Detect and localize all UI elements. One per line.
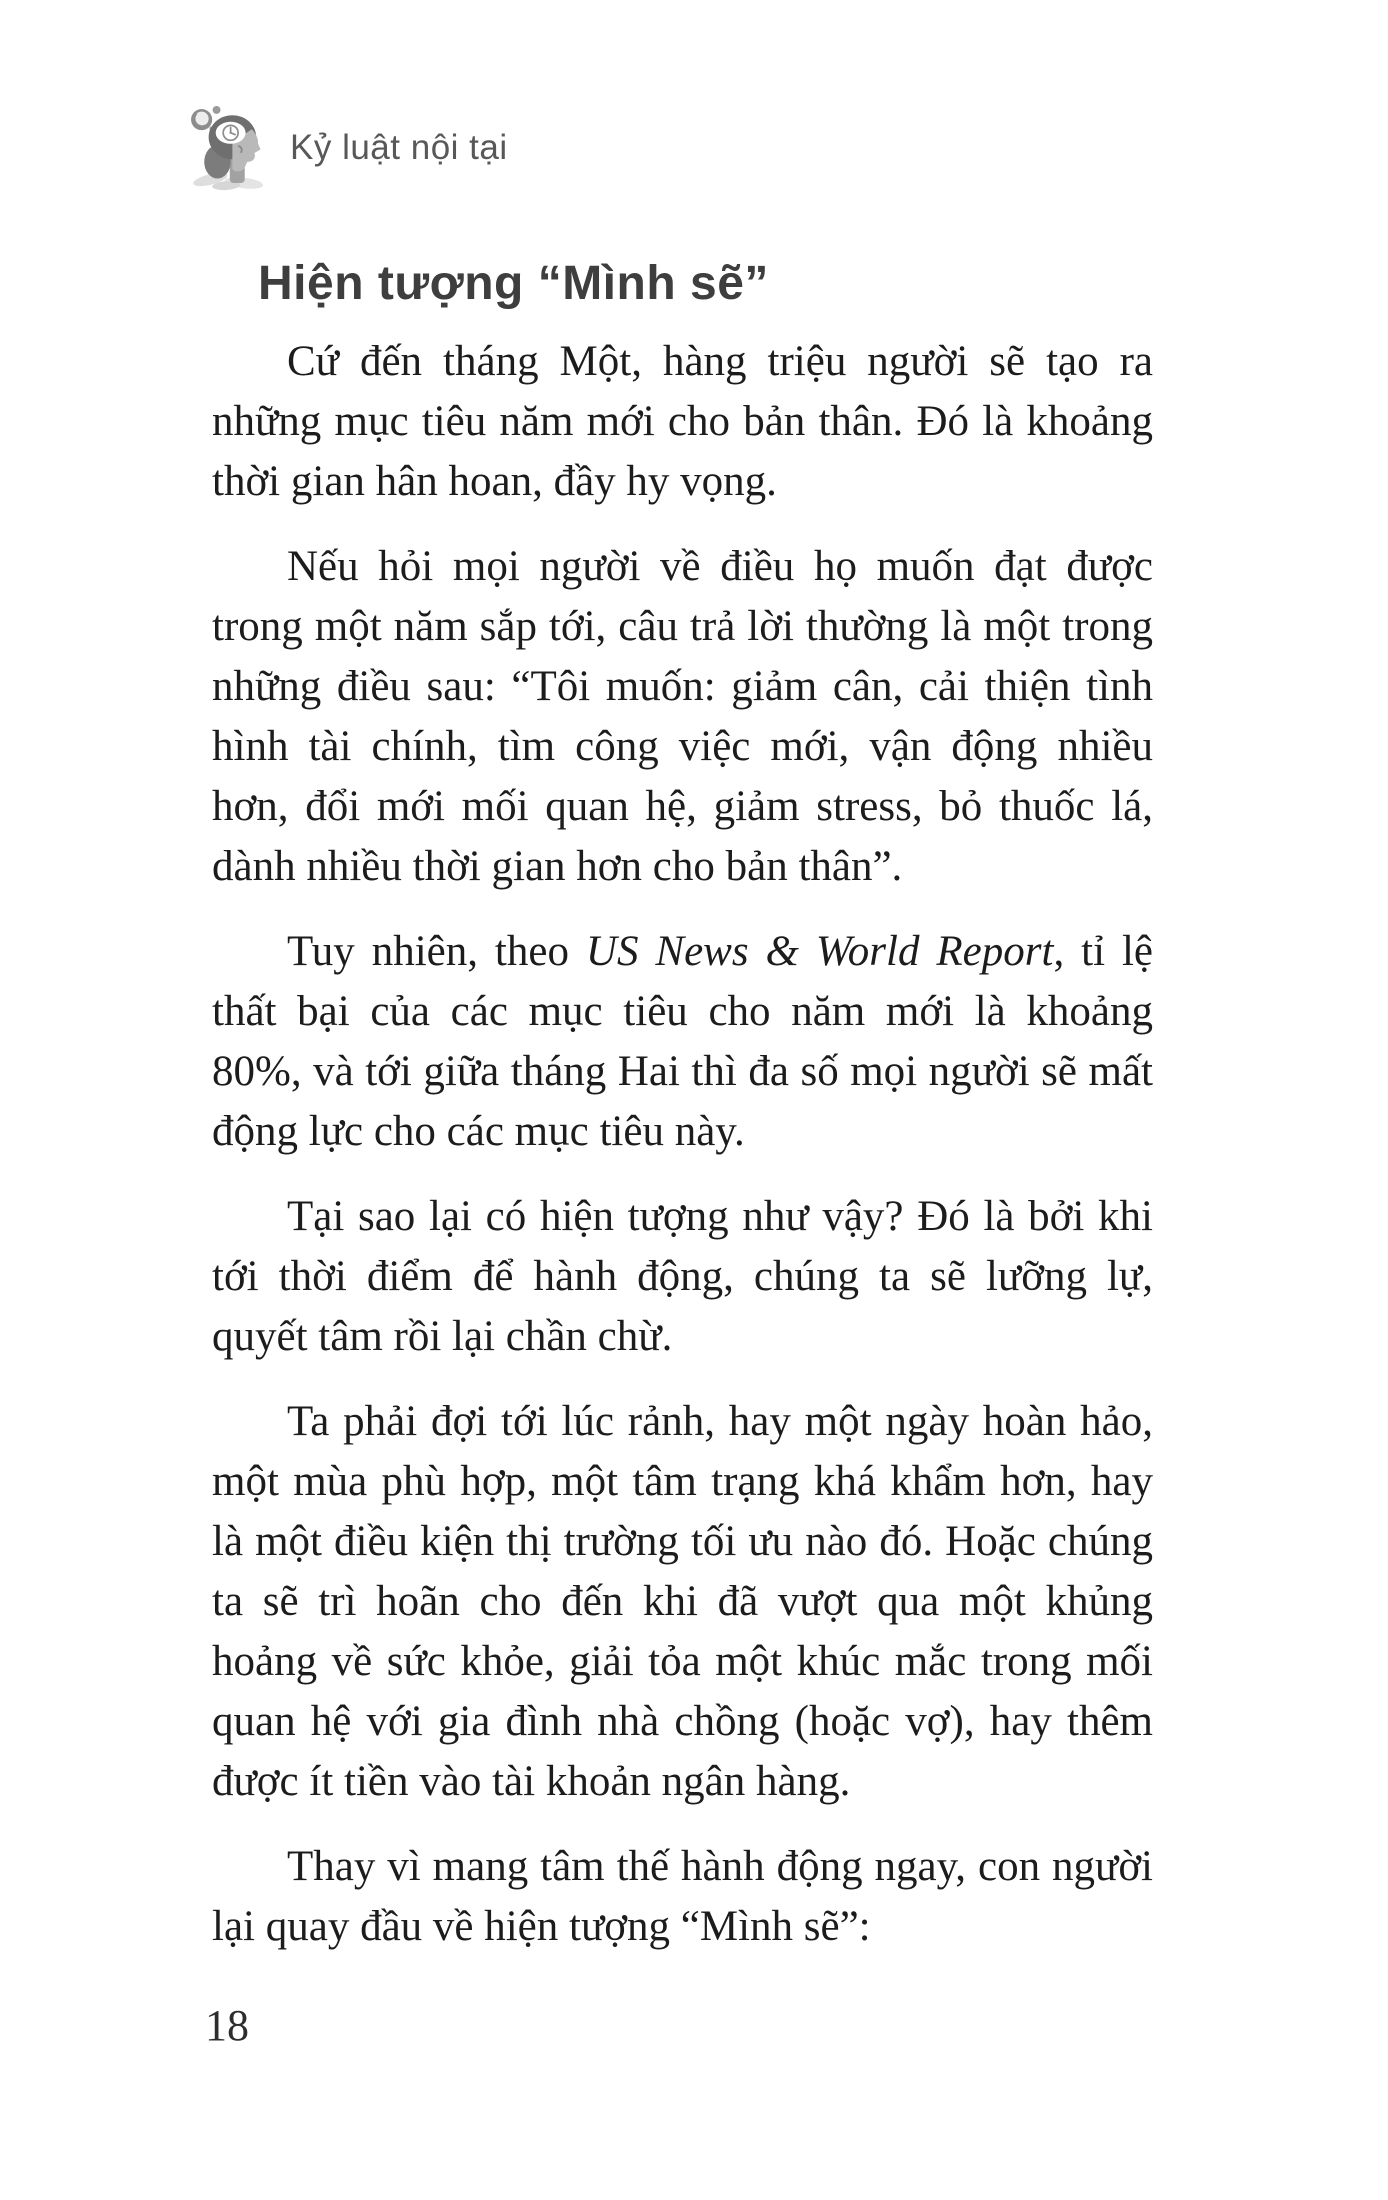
paragraph [212, 1392, 1153, 1812]
text-segment: Tại sao lại có hiện tượng như vậy? Đó là bởi khi tới thời điểm để hành động, chúng ta sẽ lưỡng lự, quyết tâm rồi lại chần chừ. [212, 1193, 1153, 1360]
paragraph [212, 1187, 1153, 1367]
body-text-column [212, 332, 1153, 1982]
text-segment: Ta phải đợi tới lúc rảnh, hay một ngày hoàn hảo, một mùa phù hợp, một tâm trạng khá khẩm hơn, hay là một điều kiện thị trường tối ưu nào đó. Hoặc chúng ta sẽ trì hoãn cho đến khi đã vượt qua một khủng hoảng về sức khỏe, giải tỏa một khúc mắc trong mối quan hệ với gia đình nhà chồng (hoặc vợ), hay thêm được ít tiền vào tài khoản ngân hàng. [212, 1398, 1153, 1805]
woman-head-clock-icon [184, 98, 272, 194]
book-title-label: Kỷ luật nội tại [290, 128, 508, 167]
italic-text-segment: US News & World Report [585, 928, 1054, 975]
text-segment: Cứ đến tháng Một, hàng triệu người sẽ tạo ra những mục tiêu năm mới cho bản thân. Đó là khoảng thời gian hân hoan, đầy hy vọng. [212, 338, 1153, 505]
paragraph [212, 537, 1153, 897]
paragraph [212, 332, 1153, 512]
running-header [184, 98, 784, 198]
paragraph [212, 922, 1153, 1162]
text-segment: Thay vì mang tâm thế hành động ngay, con người lại quay đầu về hiện tượng “Mình sẽ”: [212, 1843, 1153, 1950]
text-segment: Tuy nhiên, theo [287, 928, 586, 975]
section-heading: Hiện tượng “Mình sẽ” [258, 257, 769, 310]
page-number: 18 [205, 2001, 249, 2050]
paragraph [212, 1837, 1153, 1957]
text-segment: Nếu hỏi mọi người về điều họ muốn đạt được trong một năm sắp tới, câu trả lời thường là một trong những điều sau: “Tôi muốn: giảm cân, cải thiện tình hình tài chính, tìm công việc mới, vận động nhiều hơn, đổi mới mối quan hệ, giảm stress, bỏ thuốc lá, dành nhiều thời gian hơn cho bản thân”. [212, 543, 1153, 890]
text-segment: , tỉ lệ thất bại của các mục tiêu cho năm mới là khoảng 80%, và tới giữa tháng Hai thì đa số mọi người sẽ mất động lực cho các mục tiêu này. [212, 928, 1153, 1155]
